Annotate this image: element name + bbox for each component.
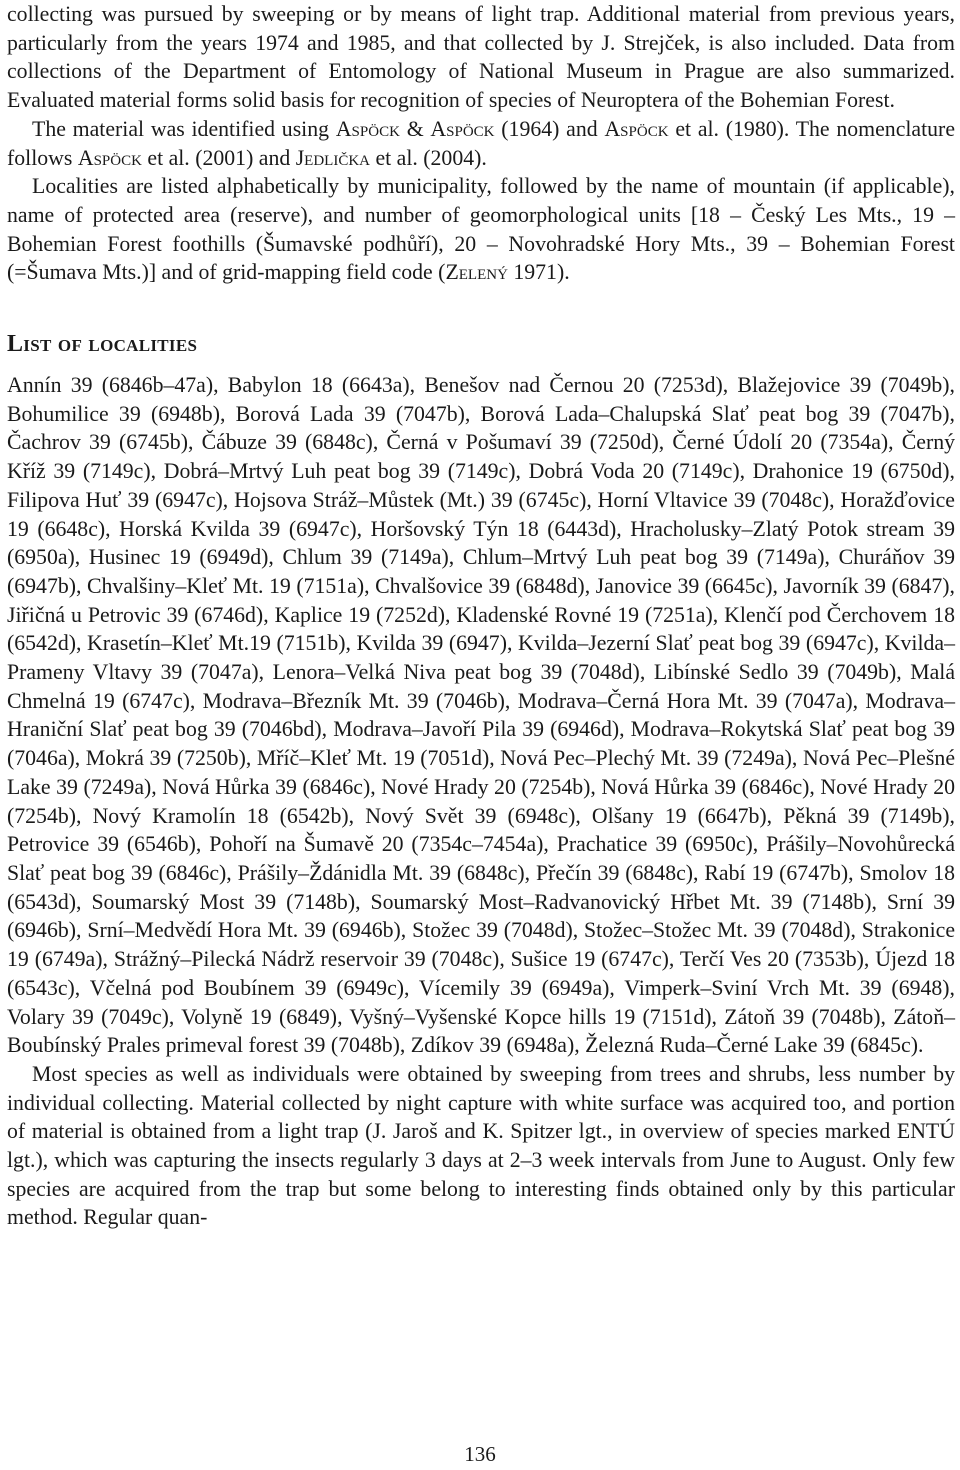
text-run: & xyxy=(399,116,431,141)
author-name: Aspöck xyxy=(430,116,495,141)
author-name: Aspöck xyxy=(604,116,669,141)
text-run: et al. (1980). The nomenclature follows xyxy=(7,116,955,170)
methods-paragraph-localities-format xyxy=(7,172,955,287)
methods-paragraph-collecting: collecting was pursued by sweeping or by means of light trap. Additional material from previous years, particularly from the years 1974 and 1985, and that collected by J. Strejček, is also included. Data from collections of the Department of Entomology of National Museum in Prague are also summarized. Evaluated material forms solid basis for recognition of species of Neuroptera of the Bohemian Forest. xyxy=(7,2,955,113)
collecting-methods-paragraph: Most species as well as individuals were obtained by sweeping from trees and shrubs, less number by individual collecting. Material collected by night capture with white surface was acquired too, and portion of material is obtained from a light trap (J. Jaroš and K. Spitzer lgt., in overview of species marked ENTÚ lgt.), which was capturing the insects regularly 3 days at 2–3 week intervals from June to August. Only few species are acquired from the trap but some belong to interesting finds obtained only by this particular method. Regular quan- xyxy=(7,1061,955,1230)
page-number: 136 xyxy=(464,1442,496,1466)
section-heading-list-of-localities: List of localities xyxy=(7,331,198,358)
author-name: Aspöck xyxy=(335,116,400,141)
text-run: et al. (2001) and xyxy=(141,145,296,170)
text-run: The material was identified using xyxy=(32,116,336,141)
author-name: Jedlička xyxy=(295,145,371,170)
author-name: Aspöck xyxy=(77,145,142,170)
text-run: (1964) and xyxy=(494,116,605,141)
text-run: Localities are listed alphabetically by municipality, followed by the name of mountain (if applicable), name of protected area (reserve), and number of geomorphological units [18 – Český Les Mts., 19 – Bohemian Forest foothills (Šumavské podhůří), 20 – Novohradské Hory Mts., 39 – Bohemian Forest (=Šumava Mts.)] and of grid-mapping field code ( xyxy=(7,174,955,285)
methods-paragraph-identification xyxy=(7,115,955,172)
text-run: et al. (2004). xyxy=(370,145,487,170)
localities-list-paragraph: Annín 39 (6846b–47a), Babylon 18 (6643a), Benešov nad Černou 20 (7253d), Blažejovice 39 (7049b), Bohumilice 39 (6948b), Borová Lada 39 (7047b), Borová Lada–Chalupská Slať peat bog 39 (7047b), Čachrov 39 (6745b), Čábuze 39 (6848c), Černá v Pošumaví 39 (7250d), Černé Údolí 20 (7354a), Černý Kříž 39 (7149c), Dobrá–Mrtvý Luh peat bog 39 (7149c), Dobrá Voda 20 (7149c), Drahonice 19 (6750d), Filipova Huť 39 (6947c), Hojsova Stráž–Můstek (Mt.) 39 (6745c), Horní Vltavice 39 (7048c), Horažďovice 19 (6648c), Horská Kvilda 39 (6947c), Horšovský Týn 18 (6443d), Hracholusky–Zlatý Potok stream 39 (6950a), Husinec 19 (6949d), Chlum 39 (7149a), Chlum–Mrtvý Luh peat bog 39 (7149a), Churáňov 39 (6947b), Chvalšiny–Kleť Mt. 19 (7151a), Chvalšovice 39 (6848d), Janovice 39 (6645c), Javorník 39 (6847), Jiřičná u Petrovic 39 (6746d), Kaplice 19 (7252d), Kladenské Rovné 19 (7251a), Klenčí pod Čerchovem 18 (6542d), Krasetín–Kleť Mt.19 (7151b), Kvilda 39 (6947), Kvilda–Jezerní Slať peat bog 39 (6947c), Kvilda–Prameny Vltavy 39 (7047a), Lenora–Velká Niva peat bog 39 (7048d), Libínské Sedlo 39 (7049b), Malá Chmelná 19 (6747c), Modrava–Březník Mt. 39 (7046b), Modrava–Černá Hora Mt. 39 (7047a), Modrava–Hraniční Slať peat bog 39 (7046bd), Modrava–Javoří Pila 39 (6946d), Modrava–Rokytská Slať peat bog 39 (7046a), Mokrá 39 (7250b), Mříč–Kleť Mt. 19 (7051d), Nová Pec–Plechý Mt. 39 (7249a), Nová Pec–Plešné Lake 39 (7249a), Nová Hůrka 39 (6846c), Nové Hrady 20 (7254b), Nová Hůrka 39 (6846c), Nové Hrady 20 (7254b), Nový Kramolín 18 (6542b), Nový Svět 39 (6948c), Olšany 19 (6647b), Pěkná 39 (7149b), Petrovice 39 (6546b), Pohoří na Šumavě 20 (7354c–7454a), Prachatice 39 (6950c), Prášily–Novohůrecká Slať peat bog 39 (6846c), Prášily–Ždánidla Mt. 39 (6848c), Přečín 39 (6848c), Rabí 19 (6747b), Smolov 18 (6543d), Soumarský Most 39 (7148b), Soumarský Most–Radvanovický Hřbet Mt. 39 (7148b), Srní 39 (6946b), Srní–Medvědí Hora Mt. 39 (6946b), Stožec 39 (7048d), Stožec–Stožec Mt. 39 (7048d), Strakonice 19 (6749a), Strážný–Pilecká Nádrž reservoir 39 (7048c), Sušice 19 (6747c), Terčí Ves 20 (7353b), Újezd 18 (6543c), Včelná pod Boubínem 39 (6949c), Vícemily 39 (6949a), Vimperk–Sviní Vrch Mt. 39 (6948), Volary 39 (7049c), Volyně 19 (6849), Vyšný–Vyšenské Kopce hills 19 (7151d), Zátoň 39 (7048b), Zátoň–Boubínský Prales primeval forest 39 (7048b), Zdíkov 39 (6948a), Železná Ruda–Černé Lake 39 (6845c). xyxy=(7,373,955,1058)
author-name: Zelený xyxy=(445,260,508,285)
page-content xyxy=(7,0,955,1232)
text-run: 1971). xyxy=(507,260,570,285)
